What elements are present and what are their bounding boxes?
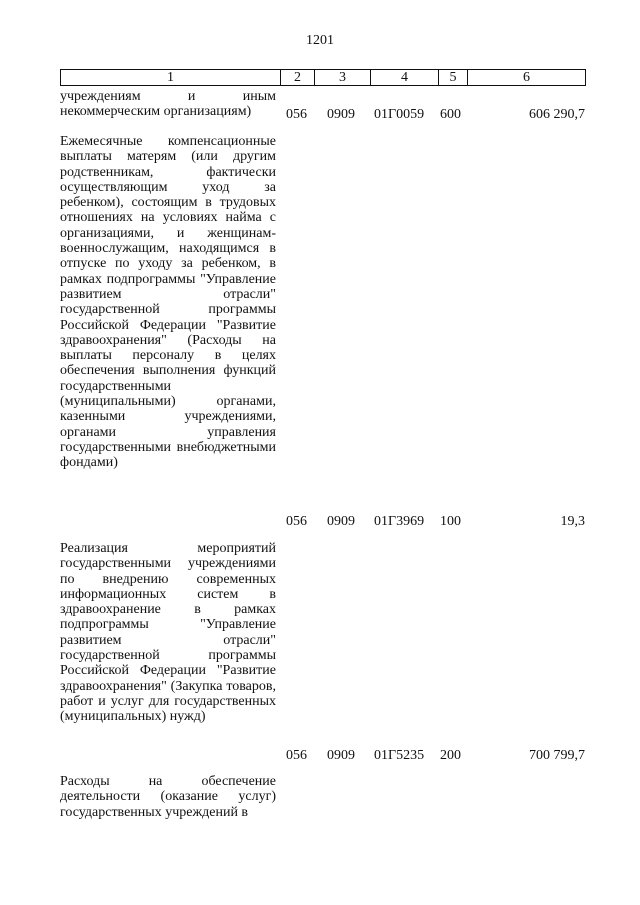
row-amount: 19,3: [560, 514, 585, 529]
row-expense-type: 600: [440, 107, 461, 122]
header-col-2: 2: [281, 70, 315, 85]
row-expense-type: 200: [440, 748, 461, 763]
table-header: [60, 69, 586, 86]
row-target: 01Г0059: [374, 107, 425, 122]
row-description: Реализация мероприятий государственными учреждениями по внедрению современных информационных систем в здравоохранение в рамках подпрограммы "Управление развитием отрасли" государственной программы Российской Федерации "Развитие здравоохранения" (Закупка товаров, работ и услуг для государственных (муниципальных) нужд): [60, 541, 276, 725]
row-description: учреждениям и иным некоммерческим организациям): [60, 89, 276, 120]
page-number: 1201: [306, 33, 334, 48]
header-col-4: 4: [371, 70, 439, 85]
header-col-5: 5: [439, 70, 468, 85]
row-expense-type: 100: [440, 514, 461, 529]
row-code: 056: [286, 514, 307, 529]
row-description: Расходы на обеспечение деятельности (оказание услуг) государственных учреждений в: [60, 774, 276, 820]
row-target: 01Г5235: [374, 748, 425, 763]
row-description: Ежемесячные компенсационные выплаты матерям (или другим родственникам, фактически осуществляющим уход за ребенком), состоящим в трудовых отношениях на условиях найма с организациями, и женщинам-военнослужащим, находящимся в отпуске по уходу за ребенком, в рамках подпрограммы "Управление развитием отрасли" государственной программы Российской Федерации "Развитие здравоохранения" (Расходы на выплаты персоналу в целях обеспечения выполнения функций государственными (муниципальными) органами, казенными учреждениями, органами управления государственными внебюджетными фондами): [60, 134, 276, 471]
row-code: 056: [286, 107, 307, 122]
header-col-6: 6: [523, 70, 530, 85]
row-target: 01Г3969: [374, 514, 425, 529]
header-col-1: 1: [61, 70, 281, 85]
header-col-3: 3: [315, 70, 371, 85]
row-amount: 700 799,7: [529, 748, 585, 763]
row-amount: 606 290,7: [529, 107, 585, 122]
row-section: 0909: [327, 514, 355, 529]
row-section: 0909: [327, 748, 355, 763]
row-section: 0909: [327, 107, 355, 122]
row-code: 056: [286, 748, 307, 763]
